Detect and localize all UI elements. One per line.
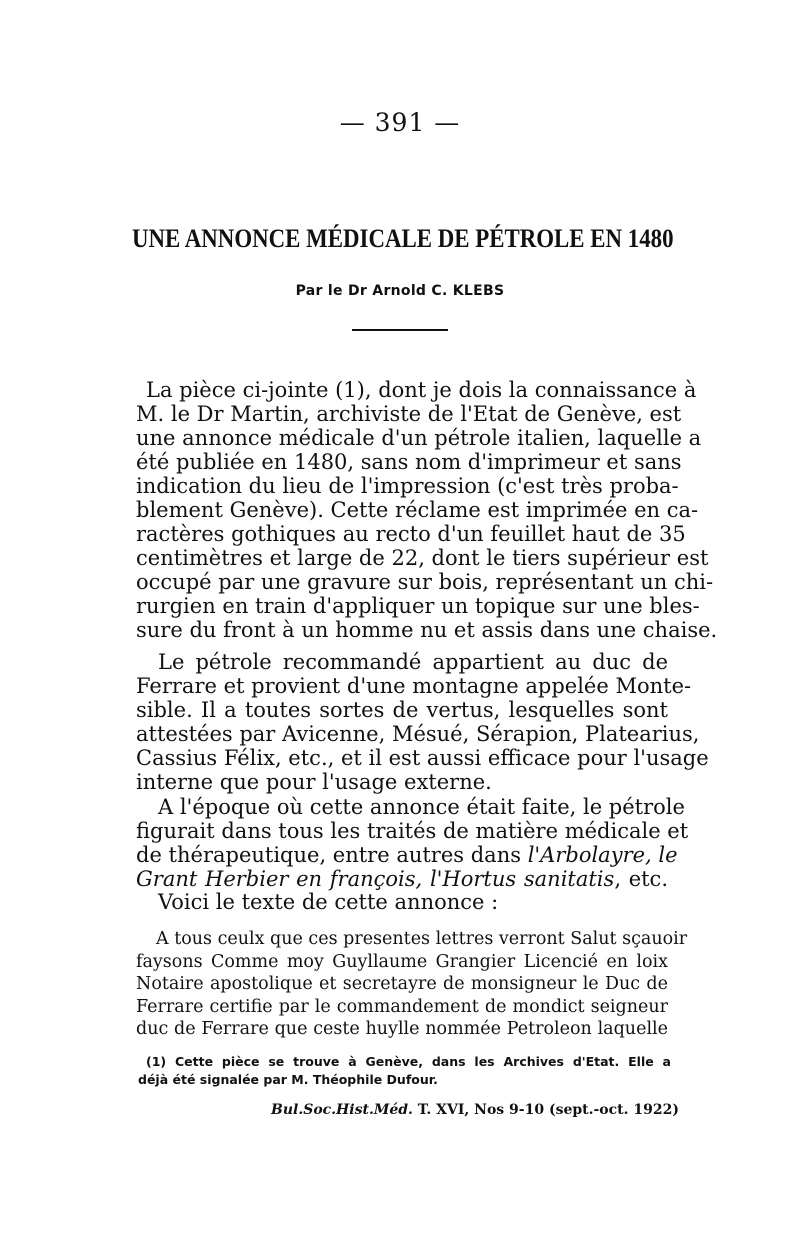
text-line: Cassius Félix, etc., et il est aussi efficace pour l'usage <box>136 746 709 770</box>
paragraph-3 <box>136 795 689 891</box>
text-segment: , etc. <box>614 867 668 891</box>
text-line: duc de Ferrare que ceste huylle nommée Petroleon laquelle <box>136 1019 668 1039</box>
text-line: été publiée en 1480, sans nom d'imprimeur et sans <box>136 450 682 474</box>
italic-title: l'Hortus sanitatis <box>429 867 615 891</box>
text-line: figurait dans tous les traités de matière médicale et <box>136 819 689 843</box>
author-byline: Par le Dr Arnold C. KLEBS <box>295 283 505 299</box>
page-number: — 391 — <box>339 108 461 137</box>
text-line: M. le Dr Martin, archiviste de l'Etat de Genève, est <box>136 402 682 426</box>
paragraph-2 <box>136 650 709 794</box>
text-line: La pièce ci-jointe (1), dont je dois la connaissance à <box>146 378 697 402</box>
text-line: centimètres et large de 22, dont le tiers supérieur est <box>136 546 709 570</box>
text-line <box>136 867 668 891</box>
text-line: occupé par une gravure sur bois, représentant un chi- <box>136 570 714 594</box>
quoted-document <box>136 928 688 1041</box>
text-line: ractères gothiques au recto d'un feuillet haut de 35 <box>136 522 686 546</box>
text-line: une annonce médicale d'un pétrole italien, laquelle a <box>136 426 702 450</box>
text-line: rurgien en train d'appliquer un topique sur une bles- <box>136 594 700 618</box>
text-line: blement Genève). Cette réclame est imprimée en ca- <box>136 498 699 522</box>
text-segment: de thérapeutique, entre autres dans <box>136 843 521 867</box>
text-line: Le pétrole recommandé appartient au duc de <box>158 650 668 674</box>
text-line: interne que pour l'usage externe. <box>136 770 492 794</box>
footnote-line: déjà été signalée par M. Théophile Dufour. <box>138 1072 438 1087</box>
title-divider <box>352 329 448 331</box>
italic-title: Grant Herbier en françois, <box>136 867 423 891</box>
journal-name: Bul.Soc.Hist.Méd. <box>271 1102 413 1118</box>
text-line: Ferrare certifie par le commandement de mondict seigneur <box>136 996 668 1017</box>
text-line: attestées par Avicenne, Mésué, Sérapion, Platearius, <box>136 722 700 746</box>
footnote <box>138 1053 671 1089</box>
italic-title: l'Arbolayre, le <box>527 843 678 867</box>
footnote-line: (1) Cette pièce se trouve à Genève, dans les Archives d'Etat. Elle a <box>146 1054 671 1069</box>
article-title: UNE ANNONCE MÉDICALE DE PÉTROLE EN 1480 <box>132 224 674 253</box>
text-line: Voici le texte de cette annonce : <box>158 890 499 914</box>
source-citation <box>271 1102 679 1118</box>
text-line <box>136 843 678 867</box>
text-line: sure du front à un homme nu et assis dans une chaise. <box>136 618 718 642</box>
paragraph-4 <box>136 890 668 914</box>
text-line: faysons Comme moy Guyllaume Grangier Licencié en loix <box>136 951 668 972</box>
text-line: Notaire apostolique et secretayre de monsigneur le Duc de <box>136 974 668 994</box>
text-line: Ferrare et provient d'une montagne appelée Monte- <box>136 674 692 698</box>
journal-details: T. XVI, Nos 9-10 (sept.-oct. 1922) <box>417 1102 679 1118</box>
paragraph-1 <box>136 378 718 642</box>
text-line: A l'époque où cette annonce était faite, le pétrole <box>158 795 685 819</box>
text-line: A tous ceulx que ces presentes lettres verront Salut sçauoir <box>156 929 688 949</box>
text-line: sible. Il a toutes sortes de vertus, lesquelles sont <box>136 698 668 722</box>
text-line: indication du lieu de l'impression (c'est très proba- <box>136 474 679 498</box>
